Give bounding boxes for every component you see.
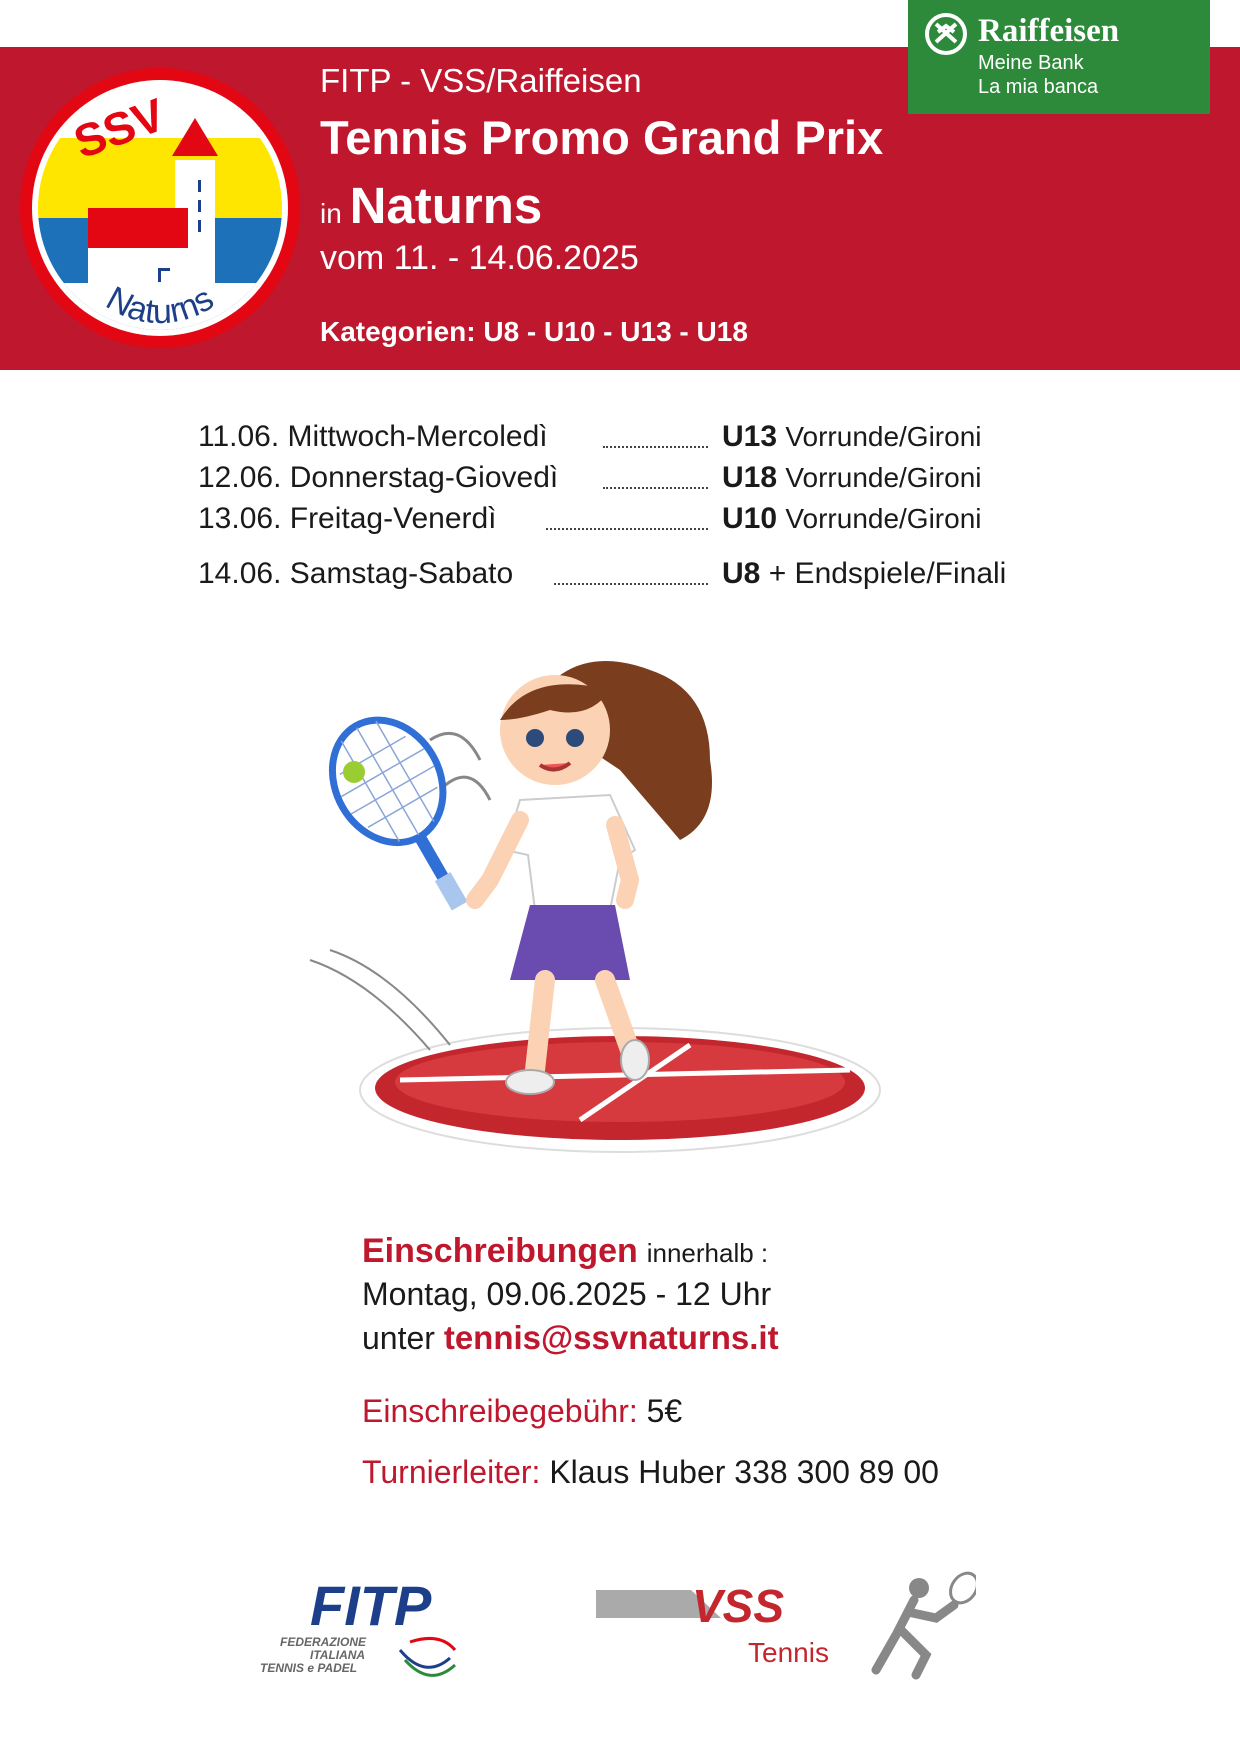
registration-deadline: Montag, 09.06.2025 - 12 Uhr (362, 1276, 772, 1312)
fitp-line1: FEDERAZIONE (280, 1635, 367, 1649)
registration-via: unter (362, 1320, 435, 1356)
dot-leader (554, 583, 708, 585)
event-place (320, 176, 542, 235)
schedule-day: 14.06. Samstag-Sabato (198, 557, 514, 590)
fitp-abbr: FITP (310, 1574, 432, 1637)
tournament-director (362, 1454, 939, 1491)
registration-contact (362, 1319, 779, 1357)
schedule-row (198, 557, 1038, 597)
schedule-row (198, 461, 1038, 501)
schedule-category: U13 Vorrunde/Gironi (722, 420, 982, 453)
fitp-logo (250, 1570, 490, 1690)
schedule-day: 12.06. Donnerstag-Giovedì (198, 461, 559, 494)
tennis-girl-illustration (290, 650, 930, 1160)
schedule-day: 13.06. Freitag-Venerdì (198, 502, 497, 535)
organizer-line: FITP - VSS/Raiffeisen (320, 62, 642, 99)
raiffeisen-gable-icon (924, 12, 968, 56)
registration-label: Einschreibungen (362, 1232, 638, 1270)
schedule-category: U18 Vorrunde/Gironi (722, 461, 982, 494)
schedule-category: U8 + Endspiele/Finali (722, 557, 1007, 590)
event-dates: vom 11. - 14.06.2025 (320, 239, 639, 277)
fitp-line3: TENNIS e PADEL (260, 1661, 358, 1675)
place-name: Naturns (349, 177, 543, 234)
raiffeisen-logo (908, 0, 1210, 114)
schedule-row (198, 502, 1038, 542)
dot-leader (603, 446, 708, 448)
event-title: Tennis Promo Grand Prix (320, 111, 884, 164)
vss-abbr: VSS (692, 1580, 785, 1632)
vss-sub: Tennis (748, 1637, 829, 1668)
logo-text-top: SSV (67, 88, 172, 169)
bank-slogan-de: Meine Bank (978, 52, 1084, 74)
schedule-row (198, 420, 1038, 460)
fee-value: 5€ (646, 1393, 683, 1429)
director-label: Turnierleiter: (362, 1454, 541, 1490)
registration-heading (362, 1232, 768, 1271)
director-value: Klaus Huber 338 300 89 00 (549, 1454, 939, 1490)
event-categories: Kategorien: U8 - U10 - U13 - U18 (320, 316, 748, 347)
dot-leader (603, 487, 708, 489)
fee-label: Einschreibegebühr: (362, 1393, 638, 1429)
logo-text-bottom: Naturns (100, 279, 221, 332)
registration-fee (362, 1393, 682, 1430)
tennis-player-icon (876, 1568, 976, 1675)
registration-within: innerhalb : (646, 1238, 769, 1268)
ssv-naturns-logo (20, 68, 300, 348)
schedule-category: U10 Vorrunde/Gironi (722, 502, 982, 535)
registration-email-link[interactable]: tennis@ssvnaturns.it (443, 1319, 779, 1356)
bank-name: Raiffeisen (978, 13, 1120, 49)
bank-slogan-it: La mia banca (978, 76, 1099, 98)
schedule-day: 11.06. Mittwoch-Mercoledì (198, 420, 548, 453)
vss-tennis-logo (596, 1560, 976, 1690)
dot-leader (546, 528, 708, 530)
place-prefix: in (320, 198, 342, 229)
fitp-line2: ITALIANA (310, 1648, 366, 1662)
